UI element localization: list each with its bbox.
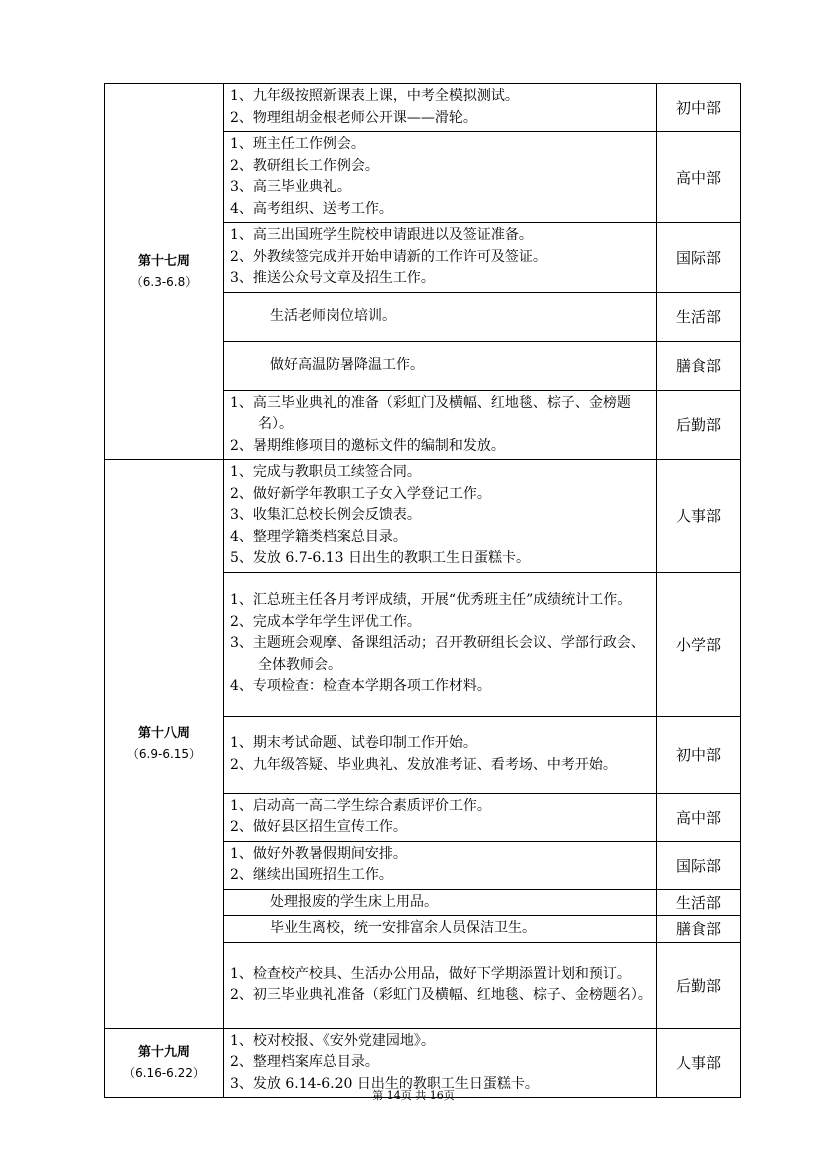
task-cell [224, 716, 657, 793]
task-cell [224, 460, 657, 573]
task-item: 1、完成与教职员工续签合同。 [230, 464, 421, 480]
table-row [105, 460, 741, 573]
task-item: 4、专项检查：检查本学期各项工作材料。 [230, 678, 491, 695]
task-item: 1、期末考试命题、试卷印制工作开始。 [230, 735, 477, 751]
task-item: 3、高三毕业典礼。 [230, 179, 351, 195]
task-item: 毕业生离校，统一安排富余人员保洁卫生。 [270, 920, 536, 936]
task-item: 2、教研组长工作例会。 [230, 157, 379, 174]
task-cell [224, 942, 657, 1028]
task-item: 1、高三出国班学生院校申请跟进以及签证准备。 [230, 227, 533, 243]
task-cell [224, 341, 657, 390]
department-cell: 生活部 [657, 292, 741, 341]
task-cell [224, 793, 657, 841]
task-item: 2、整理档案库总目录。 [230, 1054, 379, 1070]
department-cell: 人事部 [657, 460, 741, 573]
week-title: 第十九周 [137, 1044, 190, 1060]
task-cell [224, 916, 657, 943]
task-item: 生活老师岗位培训。 [270, 307, 396, 324]
task-item: 处理报废的学生床上用品。 [270, 893, 438, 910]
task-cell [224, 132, 657, 223]
department-cell: 国际部 [657, 223, 741, 293]
week-range: （6.16-6.22） [123, 1065, 205, 1080]
department-cell: 生活部 [657, 889, 741, 916]
task-item: 2、继续出国班招生工作。 [230, 867, 393, 883]
department-cell: 人事部 [657, 1028, 741, 1098]
task-item: 1、班主任工作例会。 [230, 136, 365, 152]
department-cell: 初中部 [657, 84, 741, 132]
task-item: 2、外教续签完成并开始申请新的工作许可及签证。 [230, 248, 547, 265]
task-item: 4、整理学籍类档案总目录。 [230, 528, 407, 545]
week-title: 第十八周 [137, 725, 190, 741]
task-item: 1、校对校报、《安外党建园地》。 [230, 1032, 435, 1049]
task-item: 1、启动高一高二学生综合素质评价工作。 [230, 797, 491, 814]
task-cell [224, 390, 657, 460]
task-item: 2、完成本学年学生评优工作。 [230, 613, 421, 630]
task-item: 1、汇总班主任各月考评成绩，开展“优秀班主任”成绩统计工作。 [230, 592, 632, 609]
department-cell: 高中部 [657, 132, 741, 223]
week-cell [105, 460, 224, 1029]
task-cell [224, 84, 657, 132]
task-item: 2、做好新学年教职工子女入学登记工作。 [230, 485, 491, 502]
task-cell [224, 292, 657, 341]
task-item: 3、发放 6.14-6.20 日出生的教职工生日蛋糕卡。 [230, 1075, 539, 1092]
week-cell [105, 84, 224, 460]
task-cell [224, 889, 657, 916]
schedule-body [105, 84, 741, 1098]
task-cell [224, 223, 657, 293]
department-cell: 小学部 [657, 572, 741, 716]
schedule-table [104, 83, 741, 1098]
department-cell: 膳食部 [657, 916, 741, 943]
task-item: 3、主题班会观摩、备课组活动；召开教研组长会议、学部行政会、全体教师会。 [230, 635, 645, 673]
department-cell: 后勤部 [657, 942, 741, 1028]
task-item: 2、暑期维修项目的邀标文件的编制和发放。 [230, 437, 505, 454]
task-item: 2、九年级答疑、毕业典礼、发放准考证、看考场、中考开始。 [230, 756, 617, 773]
task-item: 2、做好县区招生宣传工作。 [230, 819, 407, 835]
department-cell: 膳食部 [657, 341, 741, 390]
page-footer: 第 14页 共 16页 [372, 1089, 455, 1102]
week-title: 第十七周 [137, 253, 190, 269]
task-item: 1、做好外教暑假期间安排。 [230, 845, 407, 862]
task-item: 1、高三毕业典礼的准备（彩虹门及横幅、红地毯、棕子、金榜题名）。 [230, 394, 631, 432]
task-item: 5、发放 6.7-6.13 日出生的教职工生日蛋糕卡。 [230, 550, 530, 566]
task-cell [224, 841, 657, 889]
task-item: 3、收集汇总校长例会反馈表。 [230, 507, 421, 523]
department-cell: 高中部 [657, 793, 741, 841]
task-item: 1、检查校产校具、生活办公用品，做好下学期添置计划和预订。 [230, 965, 631, 982]
department-cell: 后勤部 [657, 390, 741, 460]
department-cell: 国际部 [657, 841, 741, 889]
task-item: 1、九年级按照新课表上课，中考全模拟测试。 [230, 88, 519, 104]
week-range: （6.3-6.8） [130, 274, 198, 289]
department-cell: 初中部 [657, 716, 741, 793]
week-range: （6.9-6.15） [126, 746, 202, 761]
task-item: 2、物理组胡金根老师公开课——滑轮。 [230, 109, 477, 126]
task-item: 2、初三毕业典礼准备（彩虹门及横幅、红地毯、棕子、金榜题名）。 [230, 987, 652, 1003]
task-item: 做好高温防暑降温工作。 [270, 356, 424, 373]
task-item: 4、高考组织、送考工作。 [230, 200, 393, 217]
task-cell [224, 572, 657, 716]
task-item: 3、推送公众号文章及招生工作。 [230, 270, 435, 286]
table-row [105, 84, 741, 132]
